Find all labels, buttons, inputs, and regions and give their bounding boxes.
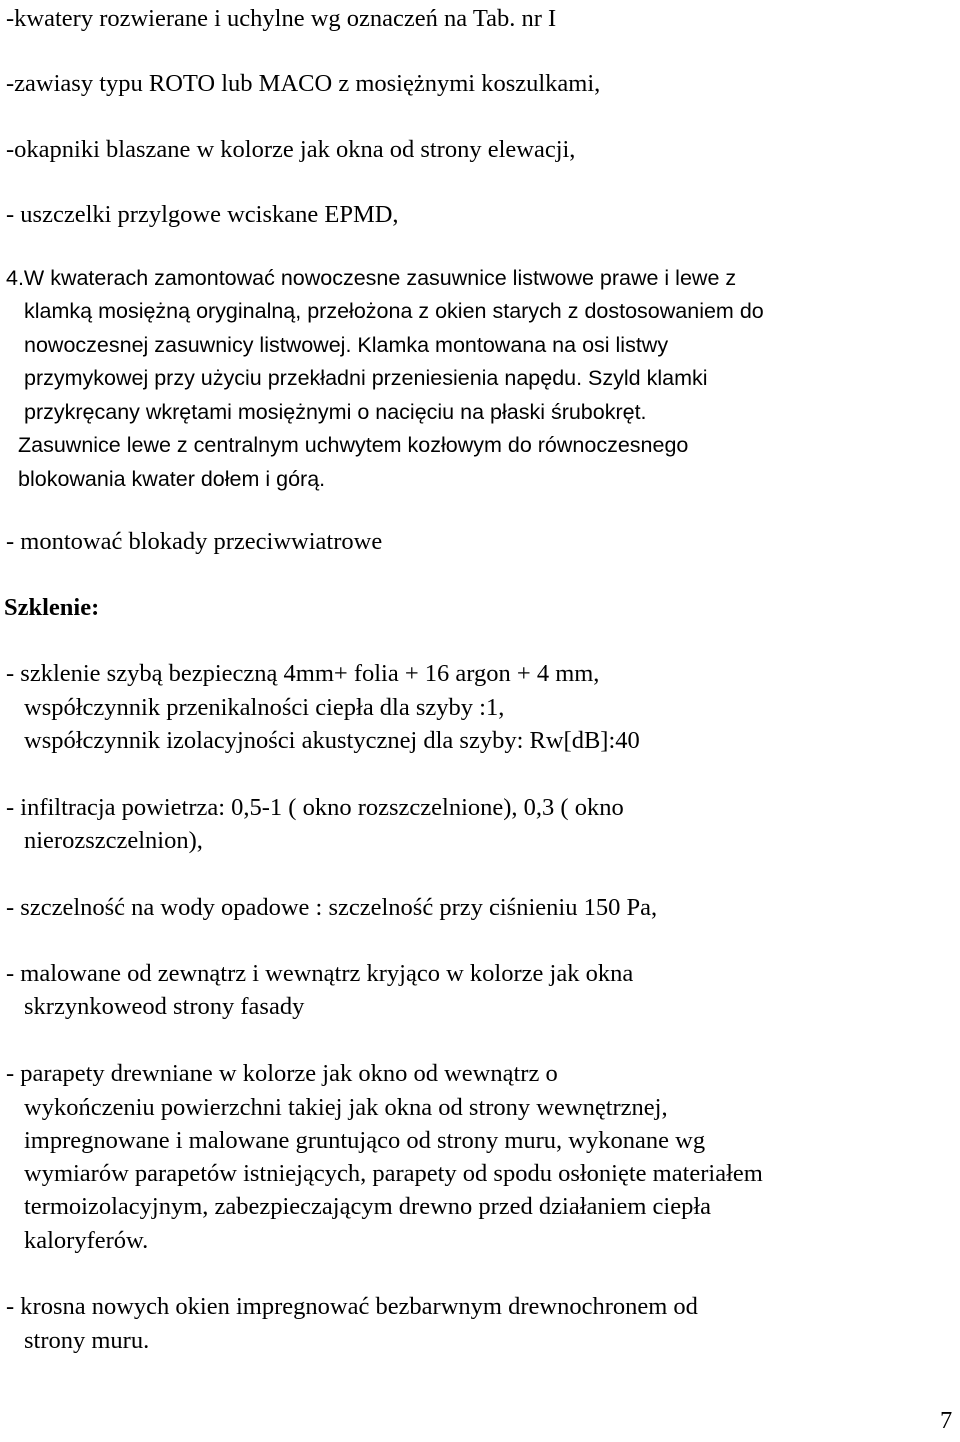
line-parapety-2: wykończeniu powierzchni takiej jak okna od strony wewnętrznej, — [24, 1094, 668, 1121]
line-infiltracja-2: nierozszczelnion), — [24, 827, 203, 854]
line-uszczelki: - uszczelki przylgowe wciskane EPMD, — [6, 201, 399, 228]
line-krosna-2: strony muru. — [24, 1327, 150, 1354]
line-szklenie-2: współczynnik przenikalności ciepła dla szyby :1, — [24, 694, 505, 721]
line-infiltracja-1: - infiltracja powietrza: 0,5-1 ( okno rozszczelnione), 0,3 ( okno — [6, 794, 624, 821]
line-malowane-2: skrzynkoweod strony fasady — [24, 993, 305, 1020]
line-okapniki: -okapniki blaszane w kolorze jak okna od strony elewacji, — [6, 136, 576, 163]
line-item4-2: klamką mosiężną oryginalną, przełożona z okien starych z dostosowaniem do — [24, 299, 764, 323]
line-szczelnosc: - szczelność na wody opadowe : szczelność przy ciśnieniu 150 Pa, — [6, 894, 658, 921]
section-heading-szklenie: Szklenie: — [4, 594, 100, 621]
line-parapety-5: termoizolacyjnym, zabezpieczającym drewno przed działaniem ciepła — [24, 1193, 712, 1220]
line-malowane-1: - malowane od zewnątrz i wewnątrz kryjąco w kolorze jak okna — [6, 960, 634, 987]
line-item4-7: blokowania kwater dołem i górą. — [18, 467, 326, 491]
line-blokady: - montować blokady przeciwwiatrowe — [6, 528, 383, 555]
line-kwatery: -kwatery rozwierane i uchylne wg oznaczeń na Tab. nr I — [6, 5, 557, 32]
line-szklenie-3: współczynnik izolacyjności akustycznej dla szyby: Rw[dB]:40 — [24, 727, 640, 754]
line-item4-5: przykręcany wkrętami mosiężnymi o nacięciu na płaski śrubokręt. — [24, 400, 647, 424]
line-item4-6: Zasuwnice lewe z centralnym uchwytem kozłowym do równoczesnego — [18, 433, 689, 457]
page-number: 7 — [940, 1407, 953, 1434]
line-parapety-3: impregnowane i malowane gruntująco od strony muru, wykonane wg — [24, 1127, 706, 1154]
line-zawiasy: -zawiasy typu ROTO lub MACO z mosiężnymi koszulkami, — [6, 70, 601, 97]
line-item4-1: 4.W kwaterach zamontować nowoczesne zasuwnice listwowe prawe i lewe z — [6, 266, 737, 290]
line-krosna-1: - krosna nowych okien impregnować bezbarwnym drewnochronem od — [6, 1293, 698, 1320]
line-parapety-6: kaloryferów. — [24, 1227, 149, 1254]
line-item4-3: nowoczesnej zasuwnicy listwowej. Klamka montowana na osi listwy — [24, 333, 669, 357]
line-item4-4: przymykowej przy użyciu przekładni przeniesienia napędu. Szyld klamki — [24, 366, 708, 390]
line-parapety-1: - parapety drewniane w kolorze jak okno od wewnątrz o — [6, 1060, 558, 1087]
line-szklenie-1: - szklenie szybą bezpieczną 4mm+ folia + 16 argon + 4 mm, — [6, 660, 600, 687]
line-parapety-4: wymiarów parapetów istniejących, parapety od spodu osłonięte materiałem — [24, 1160, 763, 1187]
